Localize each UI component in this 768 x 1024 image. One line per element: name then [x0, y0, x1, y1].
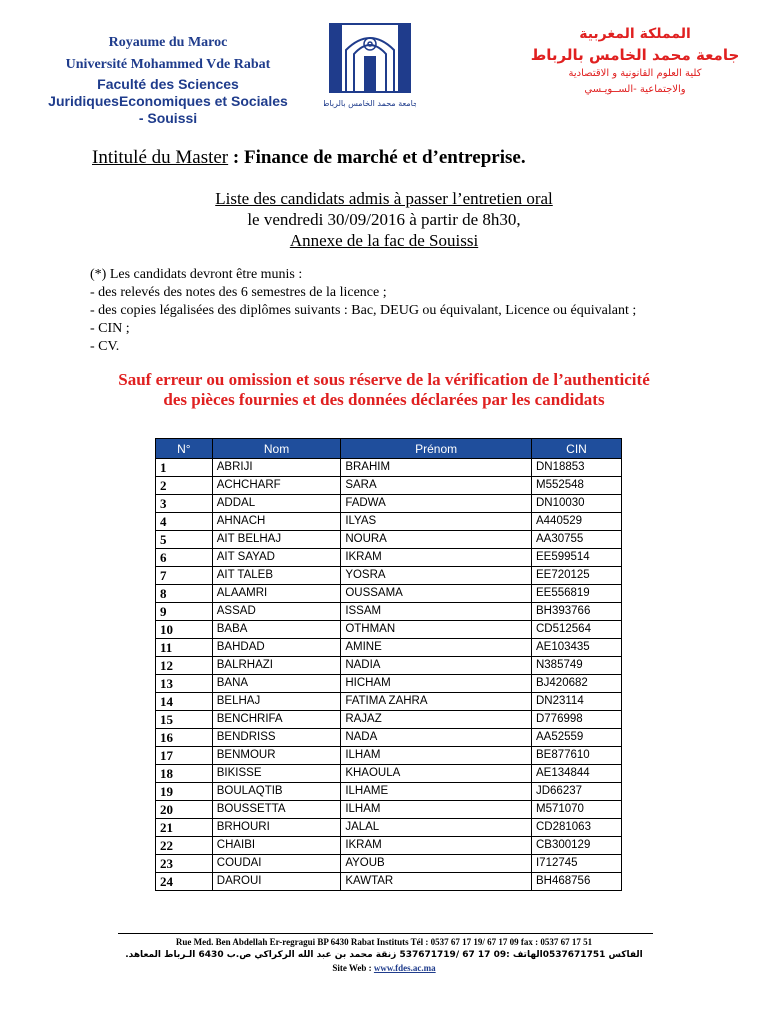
header-right-block: [520, 24, 750, 98]
footer-website: [0, 962, 768, 975]
cell-prenom: BRAHIM: [341, 459, 532, 477]
cell-prenom: NOURA: [341, 531, 532, 549]
header-university-ar: جامعة محمد الخامس بالرباط: [530, 46, 740, 64]
cell-number: 8: [156, 585, 213, 603]
cell-cin: EE720125: [531, 567, 621, 585]
cell-prenom: ILHAME: [341, 783, 532, 801]
cell-nom: AIT SAYAD: [212, 549, 341, 567]
table-row: [156, 765, 622, 783]
list-title-line2: le vendredi 30/09/2016 à partir de 8h30,: [247, 210, 521, 229]
cell-nom: BOULAQTIB: [212, 783, 341, 801]
cell-nom: AHNACH: [212, 513, 341, 531]
cell-number: 17: [156, 747, 213, 765]
cell-number: 24: [156, 873, 213, 891]
cell-cin: DN18853: [531, 459, 621, 477]
header-prenom: Prénom: [341, 439, 532, 459]
cell-nom: CHAIBI: [212, 837, 341, 855]
cell-nom: BANA: [212, 675, 341, 693]
cell-nom: DAROUI: [212, 873, 341, 891]
cell-cin: BH468756: [531, 873, 621, 891]
table-row: [156, 855, 622, 873]
cell-cin: M571070: [531, 801, 621, 819]
header-faculty-1: Faculté des Sciences: [97, 76, 239, 92]
cell-cin: DN23114: [531, 693, 621, 711]
cell-prenom: OTHMAN: [341, 621, 532, 639]
master-separator: :: [228, 147, 244, 168]
table-row: [156, 783, 622, 801]
cell-nom: BENCHRIFA: [212, 711, 341, 729]
cell-number: 18: [156, 765, 213, 783]
table-row: [156, 495, 622, 513]
cell-cin: AE103435: [531, 639, 621, 657]
cell-prenom: SARA: [341, 477, 532, 495]
cell-prenom: KAWTAR: [341, 873, 532, 891]
cell-nom: AIT BELHAJ: [212, 531, 341, 549]
footer-address-ar: الفاكس 0537671751الهاتف :09 17 67 /537671719 زنقة محمد بن عبد الله الركراكي ص.ب 6430 الـرباط المعاهد.: [125, 950, 643, 960]
master-value: Finance de marché et d’entreprise.: [243, 147, 526, 168]
list-title: [0, 188, 768, 251]
cell-number: 22: [156, 837, 213, 855]
cell-number: 21: [156, 819, 213, 837]
cell-cin: I712745: [531, 855, 621, 873]
cell-cin: AA52559: [531, 729, 621, 747]
cell-nom: BRHOURI: [212, 819, 341, 837]
cell-prenom: RAJAZ: [341, 711, 532, 729]
table-row: [156, 567, 622, 585]
cell-prenom: JALAL: [341, 819, 532, 837]
cell-nom: BOUSSETTA: [212, 801, 341, 819]
cell-prenom: YOSRA: [341, 567, 532, 585]
cell-prenom: OUSSAMA: [341, 585, 532, 603]
header-nom: Nom: [212, 439, 341, 459]
cell-cin: AE134844: [531, 765, 621, 783]
cell-prenom: FADWA: [341, 495, 532, 513]
note-line: - des copies légalisées des diplômes suivants : Bac, DEUG ou équivalant, Licence ou équivalant ;: [90, 303, 637, 318]
header-kingdom: Royaume du Maroc: [108, 35, 228, 50]
disclaimer-warning: [60, 370, 708, 410]
cell-prenom: FATIMA ZAHRA: [341, 693, 532, 711]
cell-prenom: HICHAM: [341, 675, 532, 693]
table-row: [156, 459, 622, 477]
footer-address: Rue Med. Ben Abdellah Er-regragui BP 6430 Rabat Instituts Tél : 0537 67 17 19/ 67 17 09 fax : 0537 67 17 51: [175, 937, 593, 947]
header-faculty-2: JuridiquesEconomiques et Sociales: [48, 93, 288, 109]
cell-nom: BELHAJ: [212, 693, 341, 711]
cell-nom: AIT TALEB: [212, 567, 341, 585]
cell-number: 23: [156, 855, 213, 873]
header-faculty-3: - Souissi: [138, 110, 198, 126]
cell-prenom: ILYAS: [341, 513, 532, 531]
note-line: - CIN ;: [90, 321, 130, 336]
header-number: N°: [156, 439, 213, 459]
header-faculty-ar-1: كلية العلوم القانونية و الاقتصادية: [568, 68, 702, 79]
table-row: [156, 675, 622, 693]
warning-line2: des pièces fournies et des données déclarées par les candidats: [163, 390, 605, 409]
cell-number: 20: [156, 801, 213, 819]
cell-prenom: ILHAM: [341, 801, 532, 819]
cell-number: 7: [156, 567, 213, 585]
header-university: Université Mohammed Vde Rabat: [65, 57, 271, 72]
table-row: [156, 729, 622, 747]
cell-number: 19: [156, 783, 213, 801]
cell-cin: EE599514: [531, 549, 621, 567]
cell-number: 16: [156, 729, 213, 747]
table-row: [156, 711, 622, 729]
warning-line1: Sauf erreur ou omission et sous réserve de la vérification de l’authenticité: [118, 370, 650, 389]
cell-number: 6: [156, 549, 213, 567]
cell-cin: AA30755: [531, 531, 621, 549]
cell-prenom: ILHAM: [341, 747, 532, 765]
header-faculty-ar-2: والاجتماعية -الســويـسي: [584, 84, 686, 95]
cell-nom: ABRIJI: [212, 459, 341, 477]
cell-cin: JD66237: [531, 783, 621, 801]
cell-cin: BJ420682: [531, 675, 621, 693]
note-line: - des relevés des notes des 6 semestres de la licence ;: [90, 285, 387, 300]
table-row: [156, 801, 622, 819]
header-kingdom-ar: المملكة المغربية: [579, 26, 691, 42]
cell-nom: COUDAI: [212, 855, 341, 873]
cell-number: 14: [156, 693, 213, 711]
cell-number: 5: [156, 531, 213, 549]
header-left-block: [40, 32, 296, 127]
logo-caption: جامعة محمد الخامس بالرباط: [324, 99, 416, 108]
cell-cin: M552548: [531, 477, 621, 495]
footer-divider: [118, 933, 653, 934]
cell-number: 15: [156, 711, 213, 729]
table-row: [156, 639, 622, 657]
table-row: [156, 585, 622, 603]
cell-prenom: KHAOULA: [341, 765, 532, 783]
cell-cin: CD281063: [531, 819, 621, 837]
cell-cin: CD512564: [531, 621, 621, 639]
cell-prenom: NADA: [341, 729, 532, 747]
list-title-line3: Annexe de la fac de Souissi: [289, 231, 479, 250]
master-title: [92, 146, 526, 170]
cell-number: 1: [156, 459, 213, 477]
cell-nom: ACHCHARF: [212, 477, 341, 495]
note-line: - CV.: [90, 339, 120, 354]
cell-number: 2: [156, 477, 213, 495]
cell-nom: BENMOUR: [212, 747, 341, 765]
table-row: [156, 693, 622, 711]
cell-nom: ASSAD: [212, 603, 341, 621]
cell-prenom: ISSAM: [341, 603, 532, 621]
table-row: [156, 621, 622, 639]
cell-nom: BAHDAD: [212, 639, 341, 657]
cell-cin: DN10030: [531, 495, 621, 513]
requirements-notes: [90, 266, 660, 356]
cell-prenom: AMINE: [341, 639, 532, 657]
cell-nom: ALAAMRI: [212, 585, 341, 603]
university-logo: [324, 20, 416, 110]
cell-prenom: AYOUB: [341, 855, 532, 873]
cell-cin: D776998: [531, 711, 621, 729]
table-header-row: [156, 439, 622, 459]
table-row: [156, 531, 622, 549]
table-body: [156, 459, 622, 891]
table-row: [156, 837, 622, 855]
cell-number: 12: [156, 657, 213, 675]
cell-cin: BH393766: [531, 603, 621, 621]
cell-nom: BENDRISS: [212, 729, 341, 747]
table-row: [156, 513, 622, 531]
table-row: [156, 657, 622, 675]
table-row: [156, 819, 622, 837]
cell-nom: BALRHAZI: [212, 657, 341, 675]
cell-number: 10: [156, 621, 213, 639]
cell-number: 4: [156, 513, 213, 531]
website-label: Site Web :: [332, 963, 374, 973]
master-label: Intitulé du Master: [92, 147, 229, 168]
cell-prenom: NADIA: [341, 657, 532, 675]
cell-prenom: IKRAM: [341, 549, 532, 567]
table-row: [156, 747, 622, 765]
table-row: [156, 603, 622, 621]
cell-nom: BIKISSE: [212, 765, 341, 783]
cell-prenom: IKRAM: [341, 837, 532, 855]
header-cin: CIN: [531, 439, 621, 459]
cell-cin: EE556819: [531, 585, 621, 603]
candidates-table: [155, 438, 622, 891]
note-line: (*) Les candidats devront être munis :: [90, 267, 303, 282]
cell-nom: BABA: [212, 621, 341, 639]
list-title-line1: Liste des candidats admis à passer l’entretien oral: [215, 189, 553, 208]
cell-cin: CB300129: [531, 837, 621, 855]
cell-cin: BE877610: [531, 747, 621, 765]
table-row: [156, 477, 622, 495]
cell-cin: A440529: [531, 513, 621, 531]
website-link[interactable]: www.fdes.ac.ma: [373, 963, 436, 973]
table-row: [156, 873, 622, 891]
cell-number: 11: [156, 639, 213, 657]
cell-number: 3: [156, 495, 213, 513]
cell-number: 13: [156, 675, 213, 693]
table-row: [156, 549, 622, 567]
cell-cin: N385749: [531, 657, 621, 675]
footer: [0, 936, 768, 975]
cell-number: 9: [156, 603, 213, 621]
cell-nom: ADDAL: [212, 495, 341, 513]
